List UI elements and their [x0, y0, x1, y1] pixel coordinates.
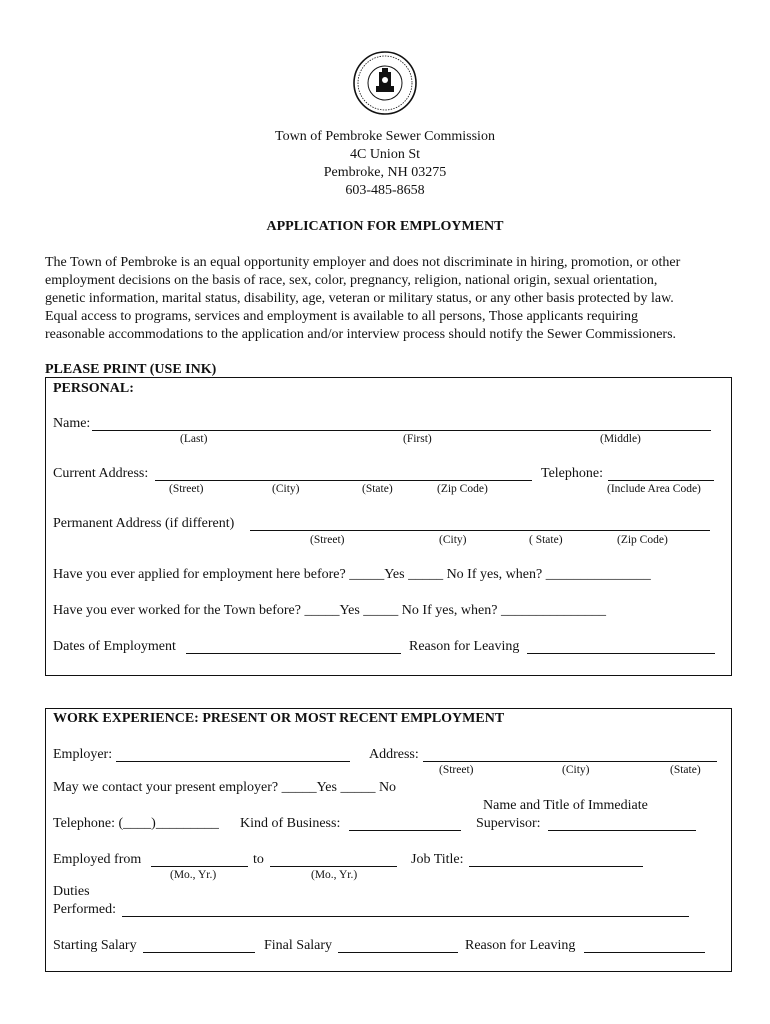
work-reason-for-leaving-label: Reason for Leaving [465, 938, 576, 953]
permanent-sub-street: (Street) [310, 534, 345, 546]
current-sub-state: (State) [362, 483, 393, 495]
intro-line: reasonable accommodations to the application and/or interview process should notify the Sewer Commissioners. [45, 327, 677, 342]
employed-from-field[interactable] [151, 866, 248, 867]
intro-line: The Town of Pembroke is an equal opportunity employer and does not discriminate in hiring, promotion, or other [45, 255, 681, 270]
current-address-field[interactable] [155, 480, 532, 481]
name-sub-first: (First) [403, 433, 432, 445]
current-sub-zip: (Zip Code) [437, 483, 488, 495]
work-reason-for-leaving-field[interactable] [584, 952, 705, 953]
job-title-label: Job Title: [411, 852, 464, 867]
telephone-label: Telephone: [541, 466, 603, 481]
supervisor-title-label: Name and Title of Immediate [483, 798, 648, 813]
final-salary-label: Final Salary [264, 938, 333, 953]
intro-line: genetic information, marital status, disability, age, veteran or military status, or any other basis protected by law. [45, 291, 674, 306]
work-address-field[interactable] [423, 761, 717, 762]
starting-salary-field[interactable] [143, 952, 255, 953]
intro-line: Equal access to programs, services and employment is available to all persons, Those applicants requiring [45, 309, 639, 324]
org-street: 4C Union St [349, 147, 420, 162]
contact-employer-question[interactable]: May we contact your present employer? _____Yes _____ No [53, 780, 397, 795]
permanent-sub-zip: (Zip Code) [617, 534, 668, 546]
org-phone: 603-485-8658 [345, 183, 425, 198]
employed-to-field[interactable] [270, 866, 397, 867]
permanent-sub-state: ( State) [529, 534, 563, 546]
kind-of-business-field[interactable] [349, 830, 461, 831]
reason-for-leaving-label: Reason for Leaving [409, 639, 520, 654]
to-sub-date: (Mo., Yr.) [311, 869, 358, 881]
permanent-sub-city: (City) [439, 534, 467, 546]
work-address-sub-state: (State) [670, 764, 701, 776]
current-sub-city: (City) [272, 483, 300, 495]
work-address-sub-street: (Street) [439, 764, 474, 776]
intro-line: employment decisions on the basis of race, sex, color, pregnancy, religion, national origin, sexual orientation, [45, 273, 658, 288]
permanent-address-label: Permanent Address (if different) [53, 516, 235, 531]
telephone-field[interactable] [608, 480, 714, 481]
permanent-address-field[interactable] [250, 530, 710, 531]
work-address-label: Address: [369, 747, 419, 762]
dates-of-employment-label: Dates of Employment [53, 639, 176, 654]
name-field[interactable] [92, 430, 711, 431]
supervisor-label: Supervisor: [476, 816, 541, 831]
dates-of-employment-field[interactable] [186, 653, 401, 654]
applied-before-question[interactable]: Have you ever applied for employment here before? _____Yes _____ No If yes, when? _______________ [53, 567, 651, 582]
employer-label: Employer: [53, 747, 113, 762]
final-salary-field[interactable] [338, 952, 458, 953]
job-title-field[interactable] [469, 866, 643, 867]
town-seal-icon [352, 50, 418, 116]
current-sub-area-code: (Include Area Code) [607, 483, 701, 495]
org-city: Pembroke, NH 03275 [323, 165, 447, 180]
reason-for-leaving-field[interactable] [527, 653, 715, 654]
from-sub-date: (Mo., Yr.) [170, 869, 217, 881]
duties-performed-label: Performed: [53, 902, 116, 917]
name-label: Name: [53, 416, 91, 431]
supervisor-field[interactable] [548, 830, 696, 831]
starting-salary-label: Starting Salary [53, 938, 137, 953]
work-heading: WORK EXPERIENCE: PRESENT OR MOST RECENT EMPLOYMENT [53, 711, 505, 726]
kind-of-business-label: Kind of Business: [240, 816, 341, 831]
employer-field[interactable] [116, 761, 350, 762]
employed-from-label: Employed from [53, 852, 142, 867]
work-address-sub-city: (City) [562, 764, 590, 776]
personal-heading: PERSONAL: [53, 381, 134, 396]
work-telephone-field[interactable]: Telephone: (____)_________ [53, 816, 219, 831]
worked-before-question[interactable]: Have you ever worked for the Town before? _____Yes _____ No If yes, when? _______________ [53, 603, 606, 618]
duties-label: Duties [53, 884, 90, 899]
current-sub-street: (Street) [169, 483, 204, 495]
duties-performed-field[interactable] [122, 916, 689, 917]
page-title: APPLICATION FOR EMPLOYMENT [266, 219, 504, 234]
employed-to-label: to [253, 852, 264, 867]
name-sub-middle: (Middle) [600, 433, 641, 445]
org-name: Town of Pembroke Sewer Commission [275, 129, 495, 144]
name-sub-last: (Last) [180, 433, 208, 445]
current-address-label: Current Address: [53, 466, 149, 481]
please-print-note: PLEASE PRINT (USE INK) [45, 362, 217, 377]
